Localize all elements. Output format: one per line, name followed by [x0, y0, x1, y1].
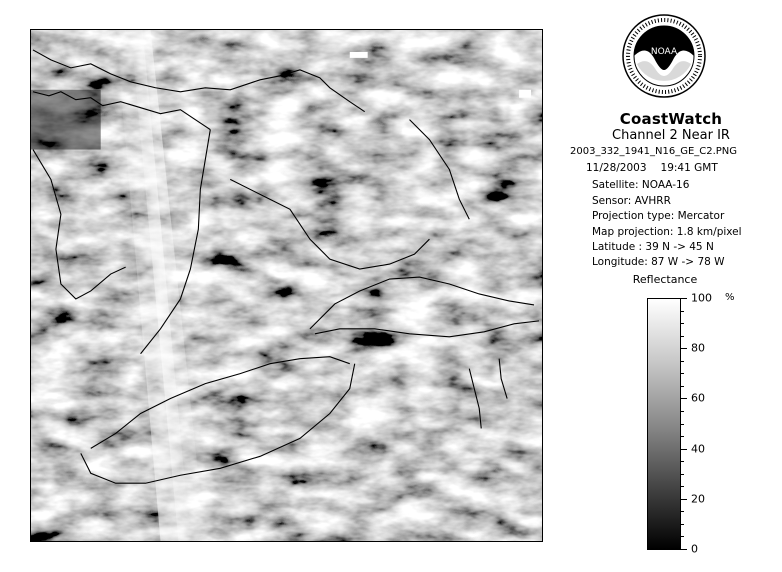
scale-minor-tick: [681, 486, 684, 487]
filename-label: 2003_332_1941_N16_GE_C2.PNG: [570, 146, 738, 157]
scale-tick-label: 20: [691, 492, 705, 506]
satellite-image-icon: [31, 30, 542, 541]
scale-minor-tick: [681, 474, 684, 475]
info-panel: [560, 0, 782, 572]
scale-minor-tick: [681, 511, 684, 512]
scale-title: Reflectance: [632, 273, 698, 286]
channel-label: Channel 2 Near IR: [612, 128, 730, 143]
scale-unit: %: [725, 292, 735, 303]
scale-major-tick: [681, 549, 687, 550]
datetime-label: [586, 162, 766, 174]
satellite-image: [30, 29, 543, 542]
scale-minor-tick: [681, 373, 684, 374]
scale-minor-tick: [681, 536, 684, 537]
scale-minor-tick: [681, 524, 684, 525]
scale-minor-tick: [681, 436, 684, 437]
projection-type-info: Projection type: Mercator: [592, 210, 725, 222]
scale-tick-label: 80: [691, 341, 705, 355]
sensor-info: Sensor: AVHRR: [592, 195, 671, 207]
scale-minor-tick: [681, 323, 684, 324]
scale-minor-tick: [681, 336, 684, 337]
scale-minor-tick: [681, 411, 684, 412]
scale-major-tick: [681, 398, 687, 399]
app-title: CoastWatch: [619, 110, 723, 128]
scale-major-tick: [681, 348, 687, 349]
satellite-info: Satellite: NOAA-16: [592, 179, 690, 191]
reflectance-scale-bar: [647, 298, 681, 550]
time-label: 19:41 GMT: [660, 162, 718, 174]
date-label: 11/28/2003: [586, 162, 647, 174]
scale-minor-tick: [681, 311, 684, 312]
map-projection-info: Map projection: 1.8 km/pixel: [592, 226, 742, 238]
scale-tick-label: 0: [691, 542, 698, 556]
scale-minor-tick: [681, 386, 684, 387]
scale-major-tick: [681, 298, 687, 299]
scale-major-tick: [681, 449, 687, 450]
scale-major-tick: [681, 499, 687, 500]
noaa-logo-icon: [622, 14, 706, 98]
scale-minor-tick: [681, 361, 684, 362]
scale-ticks: [681, 298, 689, 550]
scale-tick-label: 100: [691, 291, 712, 305]
scale-minor-tick: [681, 461, 684, 462]
noaa-logo-text: NOAA: [650, 47, 678, 57]
scale-tick-label: 40: [691, 442, 705, 456]
longitude-info: Longitude: 87 W -> 78 W: [592, 256, 725, 268]
scale-minor-tick: [681, 424, 684, 425]
scale-tick-label: 60: [691, 391, 705, 405]
latitude-info: Latitude : 39 N -> 45 N: [592, 241, 714, 253]
